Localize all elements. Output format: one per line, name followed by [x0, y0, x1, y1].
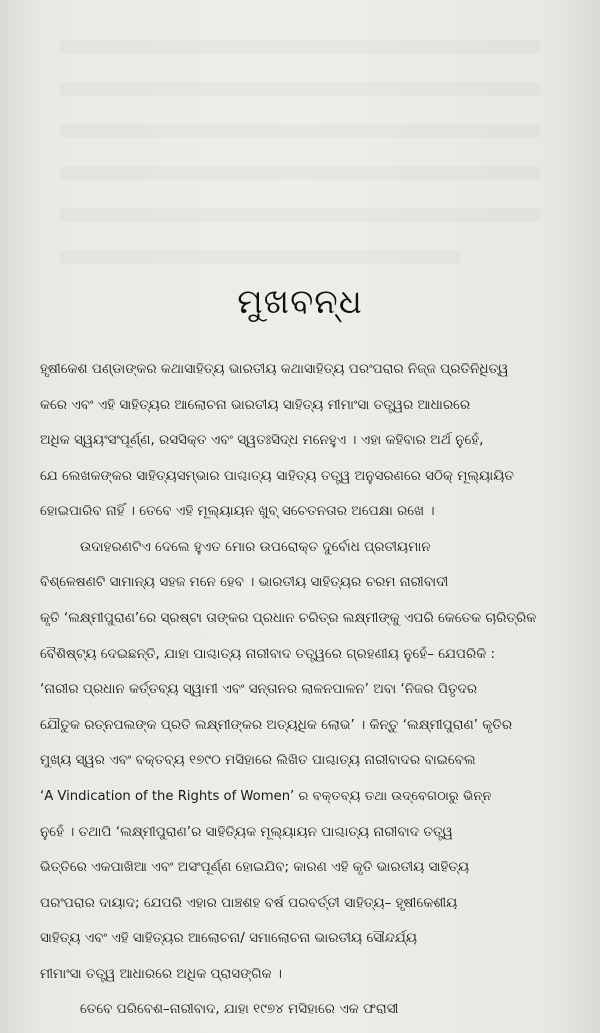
text-line: ମୁଖ୍ୟ ସ୍ୱର ଏବଂ ବକ୍ତବ୍ୟ ୧୭୯୦ ମସିହାରେ ଲିଖିତ ପାଶ୍ଚାତ୍ୟ ନାରୀବାଦର ବାଇବେଲ: [40, 752, 476, 769]
text-line: ସାହିତ୍ୟ ଏବଂ ଏହି ସାହିତ୍ୟର ଆଲୋଚନା/ ସମାଲୋଚନା ଭାରତୀୟ ସୌନ୍ଦର୍ଯ୍ୟ: [40, 930, 417, 947]
text-line: ହୋଇପାରିବ ନାହିଁ । ତେବେ ଏହି ମୂଲ୍ୟାୟନ ଖୁବ୍ ସଚେତନତାର ଅପେକ୍ଷା ରଖେ ।: [40, 503, 435, 520]
text-line: ଯେ ଲେଖକଙ୍କର ସାହିତ୍ୟସମ୍ଭାର ପାଶ୍ଚାତ୍ୟ ସାହିତ୍ୟ ତତ୍ତ୍ୱ ଅନୁସରଣରେ ସଠିକ୍ ମୂଲ୍ୟାୟିତ: [40, 467, 515, 484]
text-line: ଅଧିକ ସ୍ୱୟଂସଂପୂର୍ଣ୍ଣ, ରସସିକ୍ତ ଏବଂ ସ୍ୱତଃସିଦ୍ଧ ମନେହୁଏ । ଏହା କହିବାର ଅର୍ଥ ନୁହେଁ,: [40, 432, 484, 449]
show-through-texture: [60, 124, 540, 138]
show-through-texture: [60, 250, 460, 264]
text-line: ନୁହେଁ । ତଥାପି ‘ଲକ୍ଷ୍ମୀପୁରାଣ’ର ସାହିତ୍ୟିକ ମୂଲ୍ୟାୟନ ପାଶ୍ଚାତ୍ୟ ନାରୀବାଦ ତତ୍ତ୍ୱ: [40, 823, 453, 840]
text-line: ହୃଷୀକେଶ ପଣ୍ଡାଙ୍କର କଥାସାହିତ୍ୟ ଭାରତୀୟ କଥାସାହିତ୍ୟ ପରଂପରାର ନିଜ୍ଜ ପ୍ରତିନିଧିତ୍ୱ: [40, 361, 509, 377]
show-through-texture: [60, 208, 540, 222]
paragraph-start-line: ତେବେ ପରିବେଶ–ନାରୀବାଦ, ଯାହା ୧୯୭୪ ମସିହାରେ ଏକ ଫରାସୀ: [80, 1001, 399, 1018]
show-through-texture: [60, 82, 540, 96]
text-line: ପରଂପରାର ଦାୟାଦ; ଯେପରି ଏହାର ପାଞ୍ଚଶହ ବର୍ଷ ପରବର୍ତ୍ତୀ ସାହିତ୍ୟ– ହୃଷୀକେଶୀୟ: [40, 894, 458, 911]
paragraph-start-line: ଉଦାହରଣଟିଏ ଦେଲେ ହୁଏତ ମୋର ଉପରୋକ୍ତ ଦୁର୍ବୋଧ ପ୍ରତୀୟମାନ: [80, 538, 431, 555]
text-line: ଯୌତୁକ ରତ୍ନପଲଙ୍କ ପ୍ରତି ଲକ୍ଷ୍ମୀଙ୍କର ଅତ୍ୟଧିକ ଲୋଭ’ । କିନ୍ତୁ ‘ଲକ୍ଷ୍ମୀପୁରାଣ’ କୃତିର: [40, 716, 513, 733]
show-through-texture: [60, 166, 540, 180]
text-line: ମୀମାଂସା ତତ୍ତ୍ୱ ଆଧାରରେ ଅଧିକ ପ୍ରାସଙ୍ଗିକ ।: [40, 965, 282, 982]
text-line: କୃତି ‘ଲକ୍ଷ୍ମୀପୁରାଣ’ରେ ସ୍ରଷ୍ଟା ତାଙ୍କର ପ୍ରଧାନ ଚରିତ୍ର ଲକ୍ଷ୍ମୀଙ୍କୁ ଏପରି କେତେକ ଚାରିତ୍ରିକ: [40, 610, 537, 627]
text-line: ବିଶ୍ଳେଷଣଟି ସାମାନ୍ୟ ସହଜ ମନେ ହେବ । ଭାରତୀୟ ସାହିତ୍ୟର ଚରମ ନାରୀବାଦୀ: [40, 574, 449, 591]
text-line: କରେ ଏବଂ ଏହି ସାହିତ୍ୟର ଆଲୋଚନା ଭାରତୀୟ ସାହିତ୍ୟ ମୀମାଂସା ତତ୍ତ୍ୱର ଆଧାରରେ: [40, 396, 471, 413]
page-title: ମୁଖବନ୍ଧ: [237, 282, 363, 322]
text-line: ‘A Vindication of the Rights of Women’ ର ବକ୍ତବ୍ୟ ତଥା ଉଦ୍‌ବେଗଠାରୁ ଭିନ୍ନ: [40, 788, 492, 804]
show-through-texture: [60, 40, 540, 54]
text-line: ଭିତ୍ତିରେ ଏକପାଖିଆ ଏବଂ ଅସଂପୂର୍ଣ୍ଣ ହୋଇଯିବ; କାରଣ ଏହି କୃତି ଭାରତୀୟ ସାହିତ୍ୟ: [40, 859, 470, 876]
text-line: ବୈଶିଷ୍ଟ୍ୟ ଦେଇଛନ୍ତି, ଯାହା ପାଶ୍ଚାତ୍ୟ ନାରୀବାଦ ତତ୍ତ୍ୱରେ ଗ୍ରହଣୀୟ ନୁହେଁ– ଯେପରିକି :: [40, 645, 496, 662]
text-line: ‘ନାରୀର ପ୍ରଧାନ କର୍ତ୍ତବ୍ୟ ସ୍ୱାମୀ ଏବଂ ସନ୍ତାନର ଲାଳନପାଳନ’ ଅବା ‘ନିଜର ପିତୃଦର: [40, 681, 478, 698]
